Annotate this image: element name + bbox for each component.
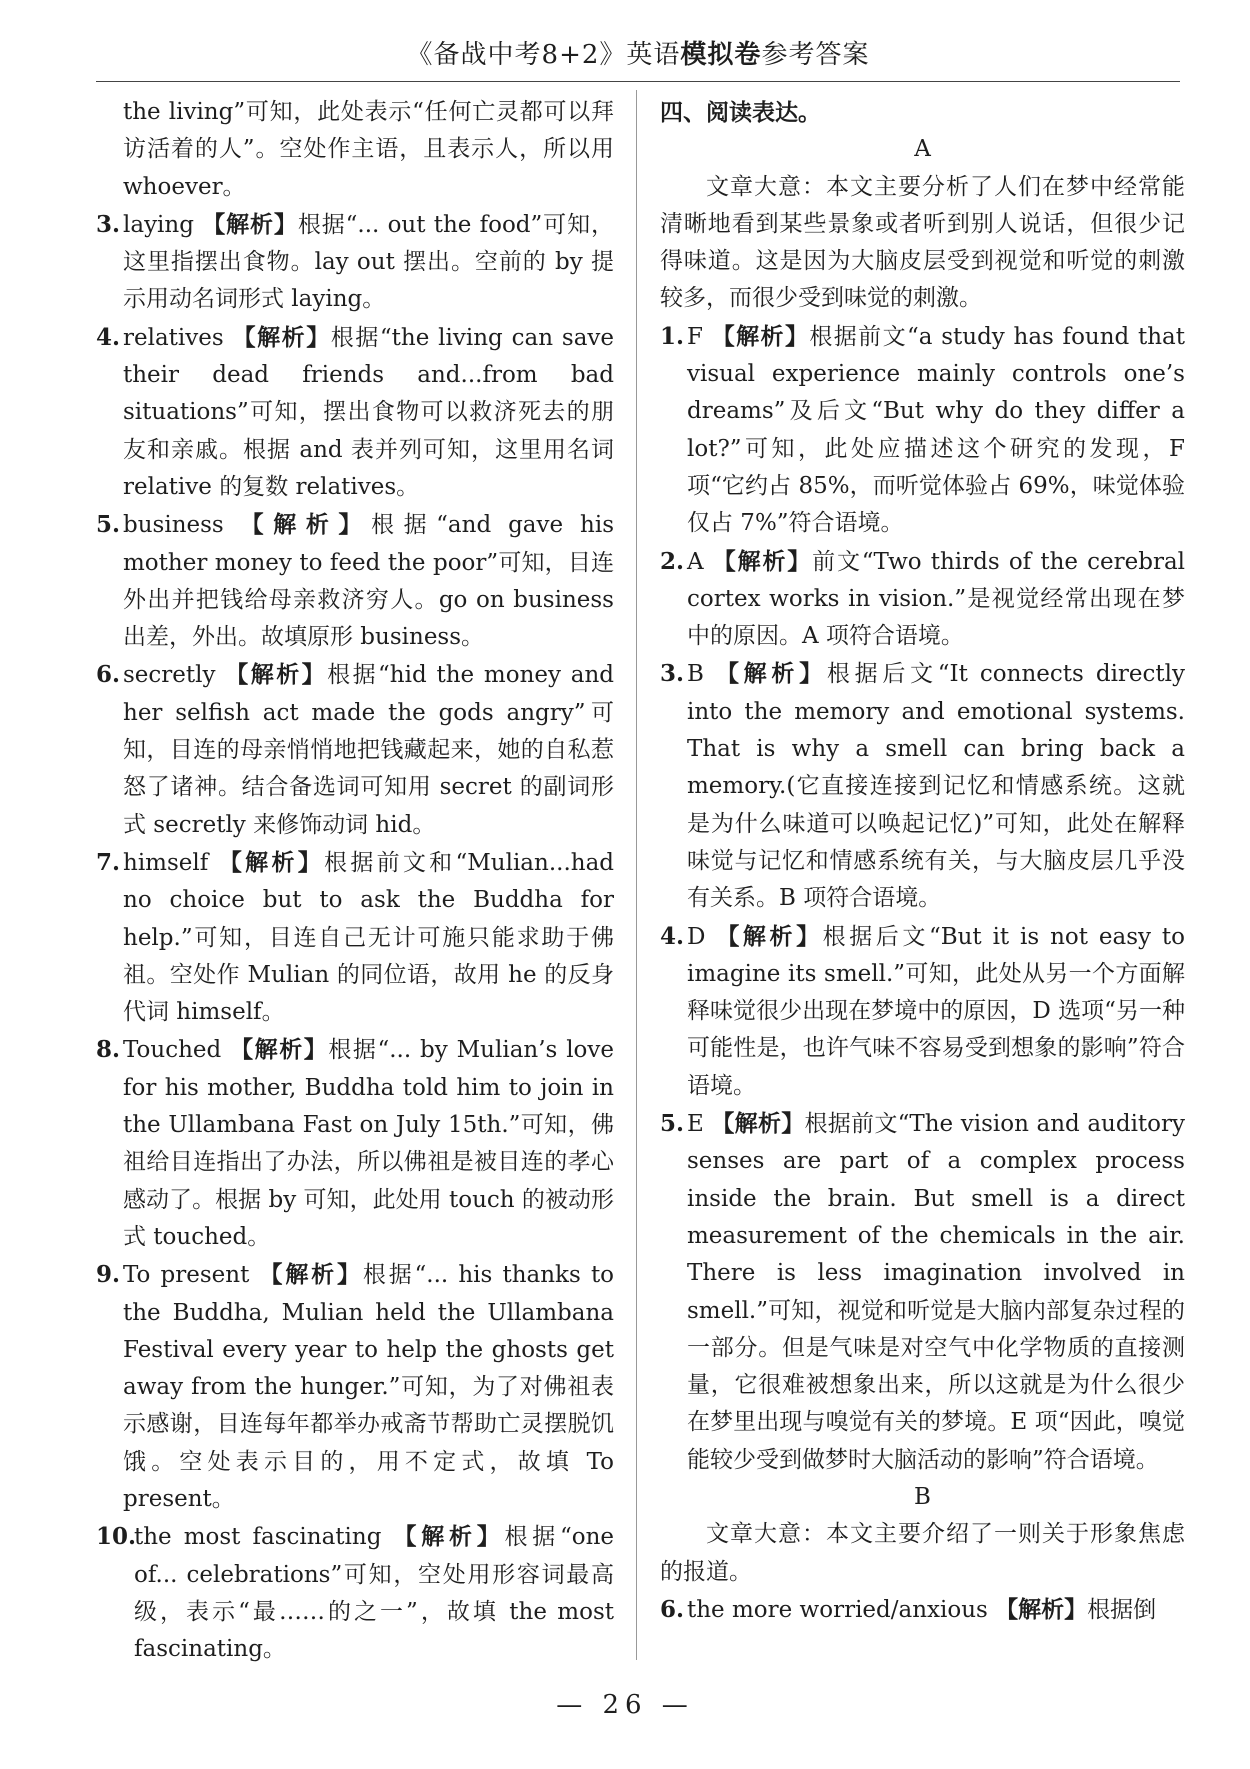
answer: secretly: [123, 662, 216, 689]
item-number: 5.: [96, 511, 121, 539]
summary-b: 文章大意：本文主要介绍了一则关于形象焦虑的报道。: [660, 1521, 1185, 1585]
answer-item-6: [96, 656, 614, 843]
analysis-text: 根据“the living can save their dead friends and...from bad situations”可知，摆出食物可以救济死去的朋友和亲戚。根据 and 表并列可知，这里用名词 relative 的复数 relatives。: [123, 324, 615, 500]
answer: Touched: [123, 1037, 222, 1064]
page-header: [96, 34, 1180, 82]
answer: A: [687, 548, 704, 575]
item-number: 6.: [660, 1595, 685, 1623]
analysis-text: 根据前文和“Mulian...had no choice but to ask the Buddha for help.”可知，目连自己无计可施只能求助于佛祖。空处作 Mulian 的同位语，故用 he 的反身代词 himself。: [123, 849, 615, 1026]
analysis-tag: 【解析】: [230, 1036, 329, 1064]
analysis-tag: 【解析】: [259, 1261, 363, 1289]
analysis-text: 根据“hid the money and her selfish act made the gods angry”可知，目连的母亲悄悄地把钱藏起来，她的自私惹怒了诸神。结合备选词可知用 secret 的副词形式 secretly 来修饰动词 hid。: [123, 662, 615, 838]
right-column: [660, 94, 1185, 1629]
analysis-tag: 【解析】: [711, 1110, 805, 1138]
answer: himself: [123, 849, 209, 876]
continued-text: the living”可知，此处表示“任何亡灵都可以拜访活着的人”。空处作主语，且表示人，所以用 whoever。: [123, 99, 614, 200]
part-label-a: A: [914, 136, 931, 163]
analysis-text: 根据后文“But it is not easy to imagine its smell.”可知，此处从另一个方面解释味觉很少出现在梦境中的原因，D 选项“另一种可能性是，也许气味不容易受到想象的影响”符合语境。: [687, 923, 1185, 1099]
analysis-tag: 【解析】: [240, 511, 371, 539]
header-bold: 模拟卷: [680, 40, 762, 70]
item-number: 7.: [96, 848, 121, 876]
analysis-text: 根据前文“The vision and auditory senses are part of a complex process inside the brain. But smell is a direct measurement of the chemicals in the air. There is less imagination involved in smell.”可知，视觉和听觉是大脑内部复杂过程的一部分。但是气味是对空气中化学物质的直接测量，它很难被想象出来，所以这就是为什么很少在梦里出现与嗅觉有关的梦境。E 项“因此，嗅觉能较少受到做梦时大脑活动的影响”符合语境。: [687, 1111, 1185, 1473]
analysis-tag: 【解析】: [716, 922, 823, 950]
answer: laying: [123, 211, 194, 238]
header-prefix: 《备战中考8+2》英语: [406, 40, 681, 70]
answer-item-5: [96, 506, 614, 656]
item-number: 4.: [660, 922, 685, 950]
item-number: 10.: [96, 1523, 137, 1551]
item-number: 2.: [660, 547, 685, 575]
item-number: 6.: [96, 661, 121, 689]
answer: the more worried/anxious: [687, 1596, 988, 1623]
answer-item-2: [660, 543, 1185, 656]
answer: F: [687, 323, 703, 350]
item-number: 3.: [660, 660, 685, 688]
answer-item-9: [96, 1256, 614, 1518]
summary-a: 文章大意：本文主要分析了人们在梦中经常能清晰地看到某些景象或者听到别人说话，但很少记得味道。这是因为大脑皮层受到视觉和听觉的刺激较多，而很少受到味觉的刺激。: [660, 173, 1185, 312]
analysis-text: 根据“... by Mulian’s love for his mother, Buddha told him to join in the Ullambana Fast on July 15th.”可知，佛祖给目连指出了办法，所以佛祖是被目连的孝心感动了。根据 by 可知，此处用 touch 的被动形式 touched。: [123, 1037, 615, 1250]
answer-item-3: [96, 206, 614, 319]
answer-item-7: [96, 844, 614, 1031]
item-number: 8.: [96, 1036, 121, 1064]
answer-item-3b: [660, 655, 1185, 917]
analysis-text: 根据前文“a study has found that visual experience mainly controls one’s dreams”及后文“But why do they differ a lot?”可知，此处应描述这个研究的发现，F 项“它约占 85%，而听觉体验占 69%，味觉体验仅占 7%”符合语境。: [687, 323, 1186, 537]
answer: To present: [123, 1262, 250, 1289]
header-suffix: 参考答案: [761, 40, 870, 70]
analysis-text: 根据“one of... celebrations”可知，空处用形容词最高级，表示“最……的之一”，故填 the most fascinating。: [134, 1524, 615, 1663]
analysis-text: 前文“Two thirds of the cerebral cortex works in vision.”是视觉经常出现在梦中的原因。A 项符合语境。: [687, 548, 1186, 650]
analysis-tag: 【解析】: [393, 1523, 505, 1551]
answer-item-4b: [660, 918, 1185, 1105]
analysis-tag: 【解析】: [995, 1595, 1088, 1623]
page-number: — 26 —: [556, 1690, 694, 1720]
analysis-text: 根据“and gave his mother money to feed the poor”可知，目连外出并把钱给母亲救济穷人。go on business 出差，外出。故填原形 business。: [123, 512, 614, 651]
answer: business: [123, 512, 224, 539]
item-number: 4.: [96, 323, 121, 351]
answer-item-5b: [660, 1105, 1185, 1479]
answer: relatives: [123, 324, 224, 351]
analysis-tag: 【解析】: [232, 323, 331, 351]
analysis-tag: 【解析】: [202, 210, 298, 238]
answer: D: [687, 923, 706, 950]
item-number: 1.: [660, 322, 685, 350]
section-title: 四、阅读表达。: [660, 99, 821, 126]
analysis-tag: 【解析】: [712, 547, 813, 575]
left-column: [96, 94, 614, 1668]
answer-item-10: [96, 1518, 614, 1668]
answer-item-8: [96, 1031, 614, 1256]
analysis-text: 根据“... his thanks to the Buddha, Mulian held the Ullambana Festival every year to help the ghosts get away from the hunger.”可知，为了对佛祖表示感谢，目连每年都举办戒斋节帮助亡灵摆脱饥饿。空处表示目的，用不定式，故填 To present。: [123, 1262, 615, 1512]
answer: the most fascinating: [134, 1524, 382, 1551]
answer-item-1: [660, 318, 1185, 543]
analysis-text: 根据“... out the food”可知，这里指摆出食物。lay out 摆出。空前的 by 提示用动名词形式 laying。: [123, 211, 615, 313]
answer: B: [687, 661, 704, 688]
analysis-tag: 【解析】: [225, 661, 328, 689]
answer: E: [687, 1111, 704, 1138]
item-number: 5.: [660, 1110, 685, 1138]
analysis-tag: 【解析】: [715, 660, 827, 688]
analysis-tag: 【解析】: [218, 848, 325, 876]
answer-item-4: [96, 319, 614, 506]
analysis-text: 根据后文“It connects directly into the memory and emotional systems. That is why a smell can bring back a memory.(它直接连接到记忆和情感系统。这就是为什么味道可以唤起记忆)”可知，此处在解释味觉与记忆和情感系统有关，与大脑皮层几乎没有关系。B 项符合语境。: [687, 661, 1186, 912]
analysis-text: 根据倒: [1087, 1596, 1157, 1623]
item-number: 3.: [96, 210, 121, 238]
column-divider: [636, 90, 637, 1660]
part-label-b: B: [914, 1483, 931, 1510]
item-number: 9.: [96, 1261, 121, 1289]
analysis-tag: 【解析】: [711, 322, 810, 350]
answer-item-6b: [660, 1591, 1185, 1629]
